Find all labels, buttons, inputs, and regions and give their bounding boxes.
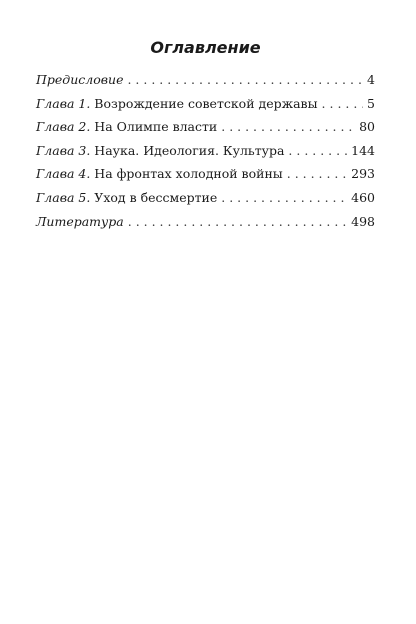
entry-label bbox=[36, 96, 318, 112]
page-number: 460 bbox=[351, 189, 375, 205]
toc-entry-preface[interactable] bbox=[36, 72, 375, 96]
entry-title: Предисловие bbox=[36, 72, 124, 87]
entry-label bbox=[36, 214, 124, 230]
toc-entry-chapter-4[interactable] bbox=[36, 166, 375, 190]
page-number: 293 bbox=[351, 166, 375, 182]
toc-entry-literature[interactable] bbox=[36, 214, 375, 238]
entry-label bbox=[36, 143, 284, 159]
page-number: 498 bbox=[351, 213, 375, 229]
entry-title: На Олимпе власти bbox=[90, 119, 218, 135]
dot-leader bbox=[127, 72, 363, 88]
dot-leader bbox=[287, 166, 347, 182]
page-number: 80 bbox=[359, 119, 375, 135]
entry-title: Уход в бессмертие bbox=[90, 189, 218, 205]
chapter-number: Глава 3. bbox=[36, 142, 91, 158]
entry-title: Литература bbox=[36, 213, 124, 229]
chapter-number: Глава 5. bbox=[36, 189, 91, 205]
toc-entry-chapter-2[interactable] bbox=[36, 119, 375, 143]
dot-leader bbox=[322, 96, 364, 112]
entry-title: На фронтах холодной войны bbox=[90, 166, 283, 182]
dot-leader bbox=[221, 119, 355, 135]
toc-heading: Оглавление bbox=[150, 38, 261, 57]
toc-entry-chapter-3[interactable] bbox=[36, 143, 375, 167]
dot-leader bbox=[128, 214, 347, 230]
entry-title: Наука. Идеология. Культура bbox=[90, 142, 285, 158]
dot-leader bbox=[221, 190, 347, 206]
page-number: 5 bbox=[367, 95, 375, 111]
chapter-number: Глава 4. bbox=[36, 166, 91, 182]
toc-list bbox=[36, 72, 375, 237]
toc-entry-chapter-1[interactable] bbox=[36, 96, 375, 120]
page-number: 144 bbox=[351, 142, 375, 158]
entry-label bbox=[36, 190, 217, 206]
dot-leader bbox=[288, 143, 347, 159]
toc-entry-chapter-5[interactable] bbox=[36, 190, 375, 214]
entry-title: Возрождение советской державы bbox=[90, 95, 318, 111]
entry-label bbox=[36, 119, 217, 135]
chapter-number: Глава 2. bbox=[36, 119, 91, 135]
chapter-number: Глава 1. bbox=[36, 95, 91, 111]
entry-label bbox=[36, 72, 123, 88]
entry-label bbox=[36, 166, 283, 182]
page-number: 4 bbox=[367, 72, 375, 87]
